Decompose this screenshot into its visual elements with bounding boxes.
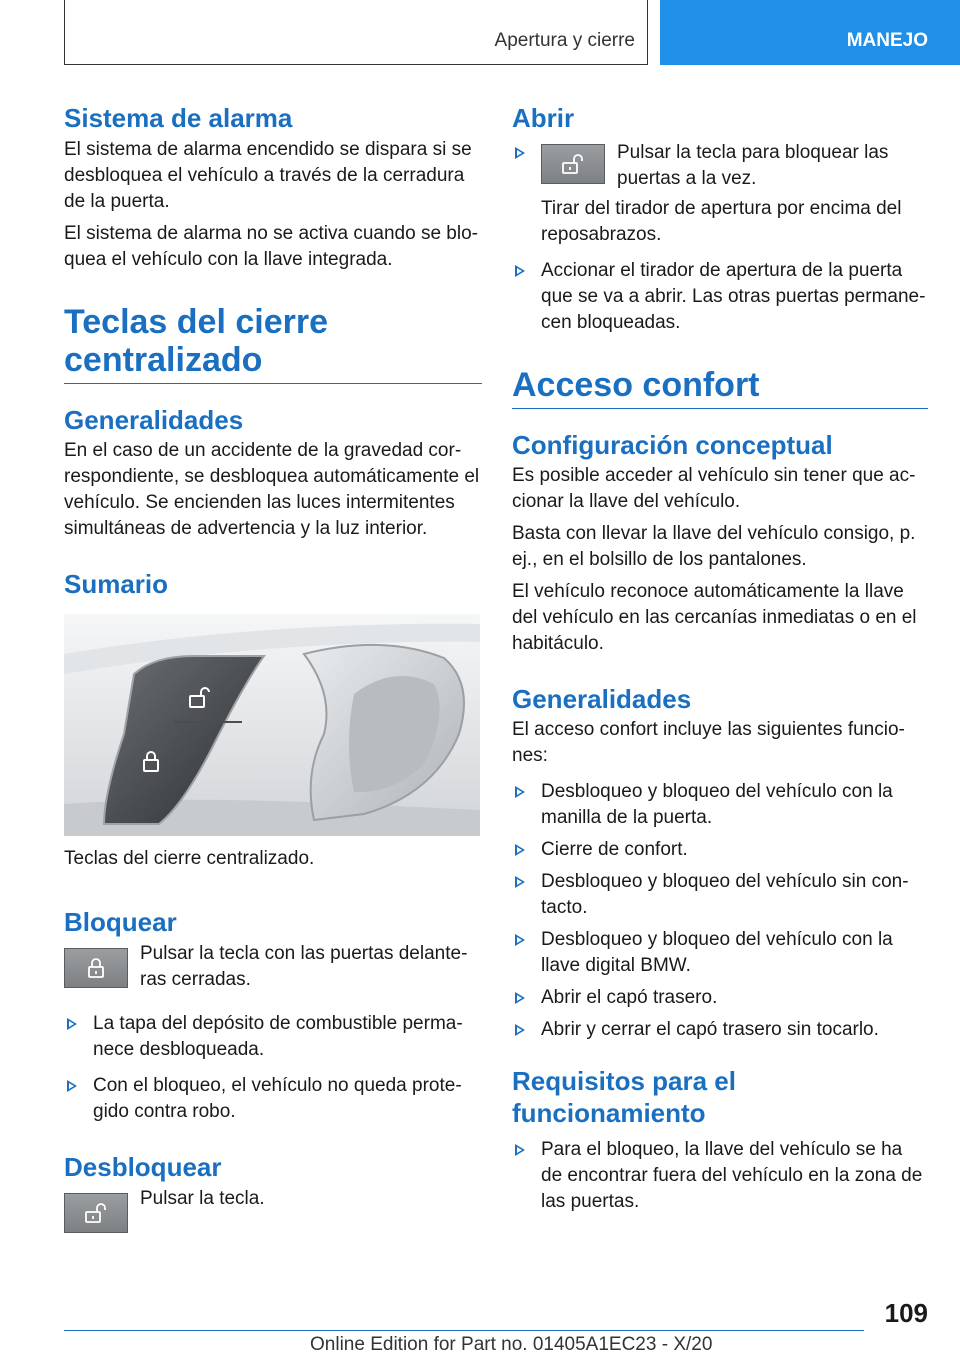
edition-note: Online Edition for Part no. 01405A1EC23 - X/20 bbox=[310, 1334, 713, 1355]
comfort-access-heading: Acceso confort bbox=[512, 366, 928, 409]
concept-heading: Configuración conceptual bbox=[512, 430, 833, 460]
concept-paragraph-2: Basta con llevar la llave del vehículo consigo, p. ej., en el bolsillo de los pantalones. bbox=[512, 523, 916, 570]
list-item bbox=[512, 258, 928, 336]
list-item bbox=[64, 1073, 482, 1125]
header-chapter-tab bbox=[660, 0, 960, 65]
list-item-text: Con el bloqueo, el vehículo no queda prote‐gido contra robo. bbox=[93, 1075, 462, 1122]
list-item-text: Para el bloqueo, la llave del vehículo se ha de encontrar fuera del vehículo en la zona de las puertas. bbox=[541, 1139, 923, 1212]
open-key-text: Pulsar la tecla para bloquear las puertas a la vez. bbox=[617, 142, 889, 189]
open-heading: Abrir bbox=[512, 103, 575, 133]
unlock-key-icon bbox=[541, 144, 605, 184]
concept-paragraph-3: El vehículo reconoce automáticamente la llave del vehículo en las cercanías inmediatas o en el habitáculo. bbox=[512, 581, 917, 654]
unlock-key-icon bbox=[64, 1193, 128, 1233]
lock-heading: Bloquear bbox=[64, 907, 177, 937]
lock-bullet-list bbox=[64, 1011, 482, 1125]
alarm-paragraph-1: El sistema de alarma encendido se dispara si se desbloquea el vehículo a través de la cerradura de la puerta. bbox=[64, 139, 472, 212]
unlock-heading: Desbloquear bbox=[64, 1152, 222, 1182]
triangle-bullet-icon bbox=[515, 1144, 525, 1156]
alarm-paragraph-2: El sistema de alarma no se activa cuando se blo‐quea el vehículo con la llave integrada. bbox=[64, 223, 478, 270]
triangle-bullet-icon bbox=[515, 992, 525, 1004]
footer-rule bbox=[64, 1330, 864, 1331]
list-item-text: Abrir el capó trasero. bbox=[541, 987, 718, 1008]
open-key-row bbox=[541, 140, 928, 192]
list-item bbox=[512, 1137, 928, 1215]
triangle-bullet-icon bbox=[515, 934, 525, 946]
left-column bbox=[64, 100, 482, 1233]
general-heading-left: Generalidades bbox=[64, 405, 244, 435]
requirements-heading: Requisitos para el funcionamiento bbox=[512, 1066, 736, 1128]
triangle-bullet-icon bbox=[515, 1024, 525, 1036]
list-item bbox=[512, 985, 928, 1011]
list-item-text: La tapa del depósito de combustible perma‐nece desbloqueada. bbox=[93, 1013, 463, 1060]
comfort-functions-list bbox=[512, 779, 928, 1043]
list-item-text: Desbloqueo y bloqueo del vehículo con la llave digital BMW. bbox=[541, 929, 893, 976]
triangle-bullet-icon bbox=[67, 1080, 77, 1092]
triangle-bullet-icon bbox=[67, 1018, 77, 1030]
header-section-box bbox=[64, 0, 648, 65]
unlock-key-row bbox=[64, 1188, 482, 1233]
list-item-text: Abrir y cerrar el capó trasero sin tocarlo. bbox=[541, 1019, 879, 1040]
list-item bbox=[512, 140, 928, 248]
triangle-bullet-icon bbox=[515, 786, 525, 798]
lock-key-icon bbox=[64, 948, 128, 988]
right-column bbox=[512, 100, 928, 1215]
general-heading-right: Generalidades bbox=[512, 684, 692, 714]
list-item-text: Accionar el tirador de apertura de la puerta que se va a abrir. Las otras puertas permane‐cen bloqueadas. bbox=[541, 260, 926, 333]
general-paragraph-left: En el caso de un accidente de la gravedad cor‐respondiente, se desbloquea automáticamente el vehículo. Se encienden las luces intermitentes simultáneas de advertencia y la luz interior. bbox=[64, 440, 480, 539]
list-item bbox=[64, 1011, 482, 1063]
door-panel-photo bbox=[64, 614, 480, 836]
list-item bbox=[512, 927, 928, 979]
central-locking-heading: Teclas del cierre centralizado bbox=[64, 303, 482, 384]
list-item-text: Desbloqueo y bloqueo del vehículo sin con‐tacto. bbox=[541, 871, 909, 918]
header-section-title: Apertura y cierre bbox=[494, 30, 635, 51]
list-item bbox=[512, 1017, 928, 1043]
photo-caption: Teclas del cierre centralizado. bbox=[64, 848, 315, 869]
lock-key-text: Pulsar la tecla con las puertas delante‐ras cerradas. bbox=[140, 943, 468, 990]
general-paragraph-right: El acceso confort incluye las siguientes funcio‐nes: bbox=[512, 719, 905, 766]
list-item bbox=[512, 779, 928, 831]
triangle-bullet-icon bbox=[515, 844, 525, 856]
list-item bbox=[512, 869, 928, 921]
list-item-text: Desbloqueo y bloqueo del vehículo con la manilla de la puerta. bbox=[541, 781, 893, 828]
page-number: 109 bbox=[884, 1298, 928, 1328]
triangle-bullet-icon bbox=[515, 147, 525, 159]
door-panel-illustration bbox=[64, 614, 480, 836]
concept-paragraph-1: Es posible acceder al vehículo sin tener que ac‐cionar la llave del vehículo. bbox=[512, 465, 916, 512]
alarm-heading: Sistema de alarma bbox=[64, 103, 293, 133]
list-item bbox=[512, 837, 928, 863]
open-continuation: Tirar del tirador de apertura por encima del reposabrazos. bbox=[541, 198, 902, 245]
lock-key-row bbox=[64, 943, 482, 993]
triangle-bullet-icon bbox=[515, 876, 525, 888]
list-item-text: Cierre de confort. bbox=[541, 839, 688, 860]
header-chapter-label: MANEJO bbox=[846, 30, 928, 51]
summary-heading: Sumario bbox=[64, 569, 169, 599]
triangle-bullet-icon bbox=[515, 265, 525, 277]
unlock-key-text: Pulsar la tecla. bbox=[140, 1188, 265, 1209]
